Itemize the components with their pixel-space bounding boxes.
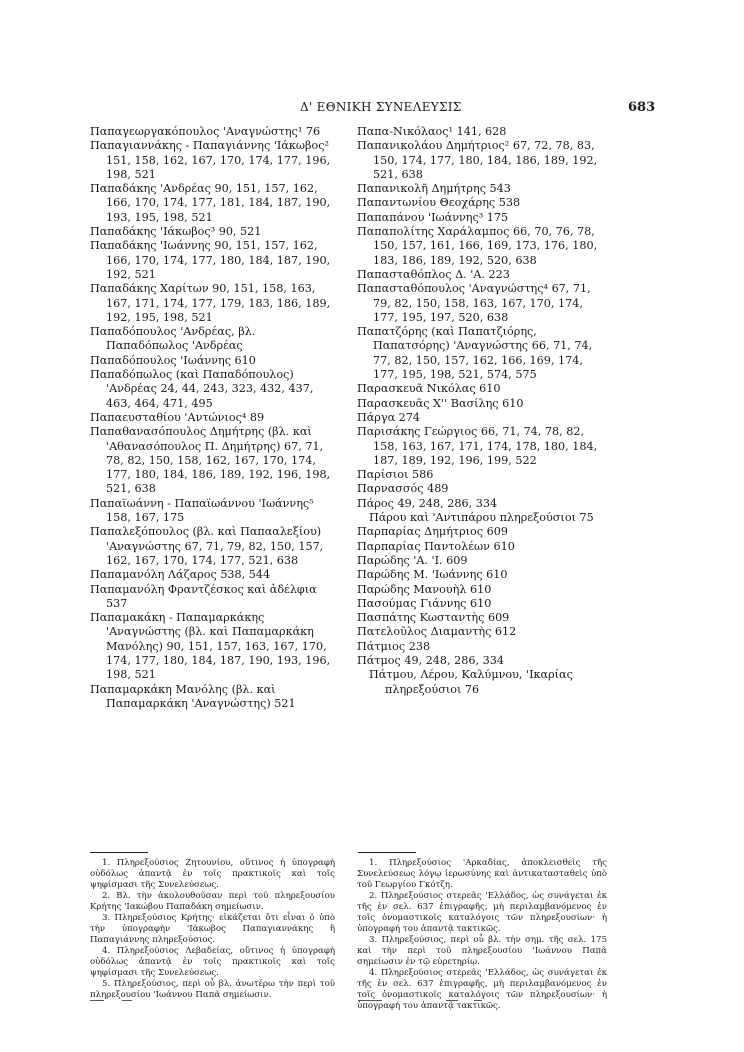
index-entry: Παπαϊωάννη - Παπαϊωάννου 'Ιωάννης⁵ 158, 167, 175 [90,496,314,525]
index-entry: Παπαμακάκη - Παπαμαρκάκης 'Αναγνώστης (βλ. καὶ Παπαμαρκάκη Μανόλης) 90, 151, 157, 163, 167, 170, 174, 177, 180, 184, 187, 190, 193, 196, 198, 521 [90,611,331,682]
index-entry: Παρώδης Μανουὴλ 610 [357,582,492,596]
index-entry: Παπαδάκης 'Ανδρέας 90, 151, 157, 162, 166, 170, 174, 177, 181, 184, 187, 190, 193, 195, 198, 521 [90,182,331,224]
index-entry: Παρασκευᾶ Νικόλας 610 [357,382,501,396]
footnotes-left [90,858,335,1001]
footnotes-right [357,858,607,1012]
index-entry: Παπαδόπωλος (καὶ Παπαδόπουλος) 'Ανδρέας 24, 44, 243, 323, 432, 437, 463, 464, 471, 495 [90,368,314,410]
footnote: 2. Βλ. τὴν ἀκολουθοῦσαν περὶ τοῦ πληρεξουσίου Κρήτης 'Ιακώβου Παπαδάκη σημείωσιν. [90,891,335,912]
index-entry: Παπαμανόλη Λάζαρος 538, 544 [90,568,271,582]
index-column-right [357,125,607,697]
index-entry: Παπαμανόλη Φραντζέσκος καὶ ἀδέλφια 537 [90,582,317,610]
index-entry: Παπαγιαννάκης - Παπαγιάννης 'Ιάκωβος² 151, 158, 162, 167, 170, 174, 177, 196, 198, 521 [90,139,331,181]
bottom-edge-marks [90,1000,650,1004]
index-entry: Παπαντωνίου Θεοχάρης 538 [357,196,521,210]
index-entry: Πασούμας Γιάννης 610 [357,596,492,610]
index-entry: Παπαλεξόπουλος (βλ. καὶ Παπααλεξίου) 'Αναγνώστης 67, 71, 79, 82, 150, 157, 162, 167, 170, 174, 177, 521, 638 [90,525,324,567]
index-entry: Παπαμαρκάκη Μανόλης (βλ. καὶ Παπαμαρκάκη 'Αναγνώστης) 521 [90,682,296,710]
index-entry: Παπασταθόπουλος 'Αναγνώστης⁴ 67, 71, 79, 82, 150, 158, 163, 167, 170, 174, 177, 195, 197, 520, 638 [357,282,591,324]
index-entry: Παπα-Νικόλαος¹ 141, 628 [357,125,507,138]
index-entry: Πάρου καὶ 'Αντιπάρου πληρεξούσιοι 75 [369,511,594,525]
index-entry: Παπανικολῆ Δημήτρης 543 [357,182,511,196]
index-entry: Παπαδάκης Χαρίτων 90, 151, 158, 163, 167, 171, 174, 177, 179, 183, 186, 189, 192, 195, 198, 521 [90,282,331,324]
index-entry: Παπαπάνου 'Ιωάννης³ 175 [357,210,509,224]
index-entry: Παπαευσταθίου 'Αντώνιος⁴ 89 [90,410,265,424]
footnote: 4. Πληρεξούσιος Λεβαδείας, οὔτινος ἡ ὑπογραφὴ οὐδόλως ἀπαντᾷ ἐν τοῖς πρακτικοῖς καὶ τοῖς ψηφίσμασι τῆς Συνελεύσεως. [90,946,335,978]
index-column-left [90,125,335,711]
footnote-rule-right [358,852,416,853]
index-entry: Παπαθανασόπουλος Δημήτρης (βλ. καὶ 'Αθανασόπουλος Π. Δημήτρης) 67, 71, 78, 82, 150, 158, 162, 167, 170, 174, 177, 180, 184, 186, 189, 192, 196, 198, 521, 638 [90,425,331,496]
index-entry: Πάργα 274 [357,410,421,424]
index-entry: Πάτμος 49, 248, 286, 334 [357,653,504,667]
index-entry: Παρπαρίας Παντολέων 610 [357,539,515,553]
index-entry: Παπαγεωργακόπουλος 'Αναγνώστης¹ 76 [90,125,321,138]
index-entry: Παρισάκης Γεώργιος 66, 71, 74, 78, 82, 158, 163, 167, 171, 174, 178, 180, 184, 187, 189, 192, 196, 199, 522 [357,425,598,467]
footnote-rule-left [90,852,148,853]
index-entry: Παρώδης 'Α. 'Ι. 609 [357,553,468,567]
index-entry: Πάτμου, Λέρου, Καλύμνου, 'Ικαρίας πληρεξούσιοι 76 [369,668,573,696]
index-entry: Πασπάτης Κωσταντὴς 609 [357,611,510,625]
footnote: 1. Πληρεξούσιος 'Αρκαδίας, ἀποκλεισθεὶς τῆς Συνελεύσεως λόγῳ ἱερωσύνης καὶ ἀντικατασταθεὶς ὑπὸ τοῦ Γεωργίου Γκότζη. [357,858,607,890]
footnote: 1. Πληρεξούσιος Ζητουνίου, οὔτινος ἡ ὑπογραφὴ οὐδόλως ἀπαντᾷ ἐν τοῖς πρακτικοῖς καὶ τοῖς ψηφίσμασι τῆς Συνελεύσεως. [90,858,335,890]
index-entry: Παρπαρίας Δημήτριος 609 [357,525,508,539]
running-head: Δ' ΕΘΝΙΚΗ ΣΥΝΕΛΕΥΣΙΣ [300,100,462,114]
index-entry: Παπαδάκης 'Ιωάννης 90, 151, 157, 162, 166, 170, 174, 177, 180, 184, 187, 190, 192, 521 [90,239,331,281]
index-entry: Παπατζόρης (καὶ Παπατζιόρης, Παπατσόρης) 'Αναγνώστης 66, 71, 74, 77, 82, 150, 157, 162, 166, 169, 174, 177, 195, 198, 521, 574, 575 [357,325,593,382]
index-entry: Παρώδης Μ. 'Ιωάννης 610 [357,568,508,582]
index-entry: Παπαδάκης 'Ιάκωβος³ 90, 521 [90,225,262,239]
index-entry: Πατελοῦλος Διαμαντὴς 612 [357,625,517,639]
index-entry: Παπαπολίτης Χαράλαμπος 66, 70, 76, 78, 150, 157, 161, 166, 169, 173, 176, 180, 183, 186, 189, 192, 520, 638 [357,225,598,267]
index-entry: Παρνασσός 489 [357,482,449,496]
index-entry: Παπανικολάου Δημήτριος² 67, 72, 78, 83, 150, 174, 177, 180, 184, 186, 189, 192, 521, 638 [357,139,598,181]
footnote: 3. Πληρεξούσιος Κρήτης· εἰκάζεται ὅτι εἶναι ὁ ὑπὸ τὴν ὑπογραφὴν 'Ιάκωβος Παπαγιαννάκης ἢ Παπαγιάννης πληρεξούσιος. [90,913,335,945]
index-entry: Παπαδόπουλος 'Ανδρέας, βλ. Παπαδόπωλος 'Ανδρέας [90,325,256,353]
index-entry: Παρασκευᾶς Χ'' Βασίλης 610 [357,396,524,410]
index-entry: Πάτμιος 238 [357,639,431,653]
index-entry: Πάρος 49, 248, 286, 334 [357,496,498,510]
footnote: 4. Πληρεξούσιος στερεᾶς 'Ελλάδος, ὡς συνάγεται ἐκ τῆς ἐν σελ. 637 ἐπιγραφῆς, μὴ περιλαμβανόμενος ἐν τοῖς ὀνομαστικοῖς καταλόγοις τῶν πληρεξουσίων· ἡ ὑπογραφή του ἀπαντᾷ τακτικῶς. [357,968,607,1011]
index-entry: Παρίσιοι 586 [357,468,434,482]
footnote: 2. Πληρεξούσιος στερεᾶς 'Ελλάδος, ὡς συνάγεται ἐκ τῆς ἐν σελ. 637 ἐπιγραφῆς, μὴ περιλαμβανόμενος ἐν τοῖς ὀνομαστικοῖς καταλόγοις τῶν πληρεξουσίων· ἡ ὑπογραφή του ἀπαντᾷ τακτικῶς. [357,891,607,934]
index-entry: Παπαδόπουλος 'Ιωάννης 610 [90,353,256,367]
footnote: 3. Πληρεξούσιος, περὶ οὗ βλ. τὴν σημ. τῆς σελ. 175 καὶ τὴν περὶ τοῦ πληρεξουσίου 'Ιωάννου Παπᾶ σημείωσιν ἐν τῷ εὑρετηρίῳ. [357,935,607,967]
index-entry: Παπασταθόπλος Δ. 'Α. 223 [357,267,510,281]
page-number: 683 [628,100,656,115]
footnote: 5. Πληρεξούσιος, περὶ οὗ βλ. ἀνωτέρω τὴν περὶ τοῦ πληρεξουσίου 'Ιωάννου Παπᾶ σημείωσιν. [90,979,335,1000]
